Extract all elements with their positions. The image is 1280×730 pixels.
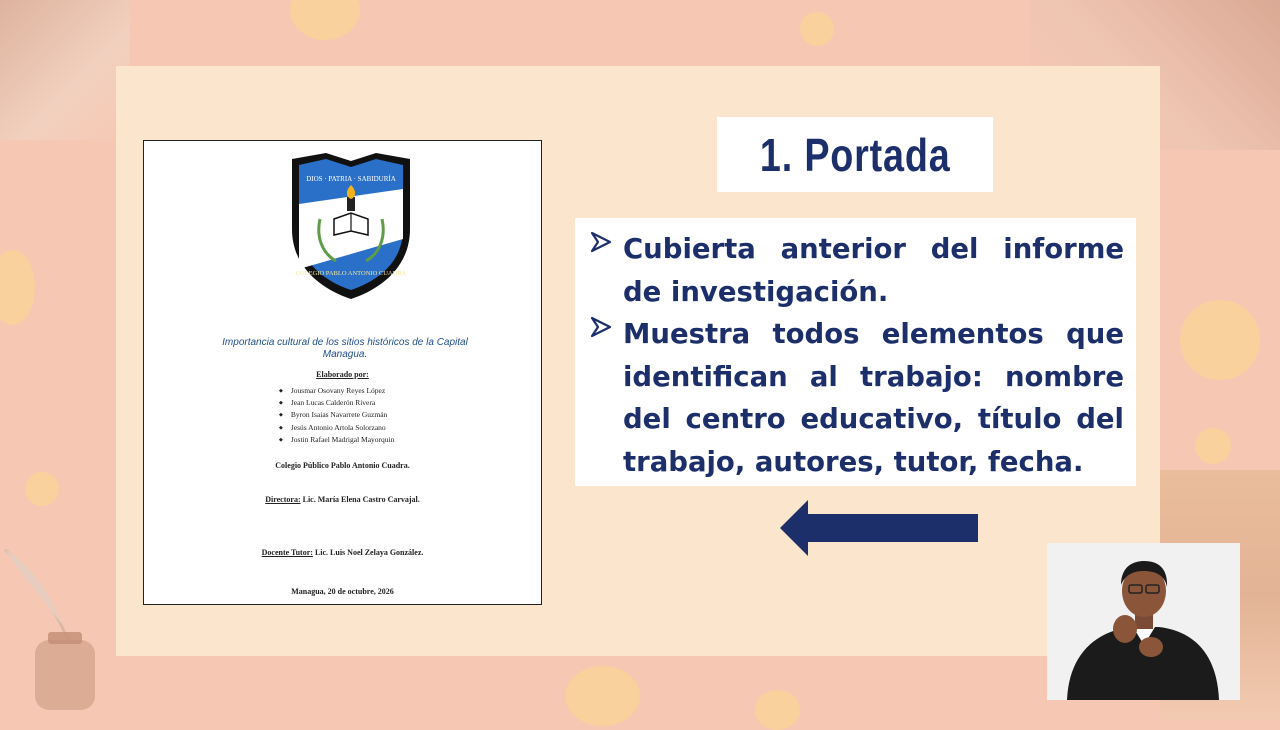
bullet-list (575, 218, 1136, 486)
author-item: ◆ Jesús Antonio Artola Solorzano (279, 422, 459, 434)
author-list (279, 385, 459, 446)
sign-language-interpreter-video (1047, 543, 1240, 700)
school-crest-icon (286, 149, 416, 301)
arrowhead-bullet-icon (589, 228, 623, 259)
tutor-name: Lic. Luis Noel Zelaya González. (312, 548, 424, 557)
bullet-text: Cubierta anterior del informe de investigación. (623, 233, 1124, 308)
school-name: Colegio Público Pablo Antonio Cuadra. (275, 461, 410, 470)
decor-dot (755, 690, 800, 730)
arrowhead-bullet-icon (589, 313, 623, 344)
document-title: Importancia cultural de los sitios históricos de la Capital Managua. (222, 337, 468, 360)
decor-dot (0, 250, 35, 325)
tutor-line (144, 548, 541, 557)
author-item: ◆ Jousmar Osovany Reyes López (279, 385, 459, 397)
decor-dot (290, 0, 360, 40)
slide-title: 1. Portada (759, 128, 951, 181)
svg-text:COLEGIO PABLO ANTONIO CUADRA: COLEGIO PABLO ANTONIO CUADRA (295, 270, 407, 277)
slide-title-box (717, 117, 993, 192)
decor-dot (565, 666, 640, 726)
svg-text:DIOS · PATRIA · SABIDURÍA: DIOS · PATRIA · SABIDURÍA (306, 175, 396, 183)
director-name: Lic. María Elena Castro Carvajal. (300, 495, 420, 504)
bullet-item (589, 228, 1124, 313)
author-item: ◆ Byron Isaias Navarrete Guzmán (279, 409, 459, 421)
bullet-item (589, 313, 1124, 483)
document-date: Managua, 20 de octubre, 2026 (291, 587, 394, 596)
tutor-label: Docente Tutor: (261, 548, 313, 557)
author-item: ◆ Jean Lucas Calderón Rivera (279, 397, 459, 409)
decor-dot (1180, 300, 1260, 380)
decor-dot (800, 12, 834, 46)
decor-dot (1195, 428, 1231, 464)
corner-photo-top-left (0, 0, 130, 140)
director-line (144, 495, 541, 504)
author-item: ◆ Jostin Rafael Madrigal Mayorquin (279, 434, 459, 446)
director-label: Directora: (265, 495, 301, 504)
cover-page-preview (143, 140, 542, 605)
bullet-text: Muestra todos elementos que identifican al trabajo: nombre del centro educativo, título del trabajo, autores, tutor, fecha. (623, 318, 1124, 478)
left-arrow-icon (780, 500, 980, 556)
decor-dot (25, 472, 59, 506)
prepared-by-label: Elaborado por: (316, 370, 369, 379)
quill-ink-illustration (0, 540, 115, 720)
